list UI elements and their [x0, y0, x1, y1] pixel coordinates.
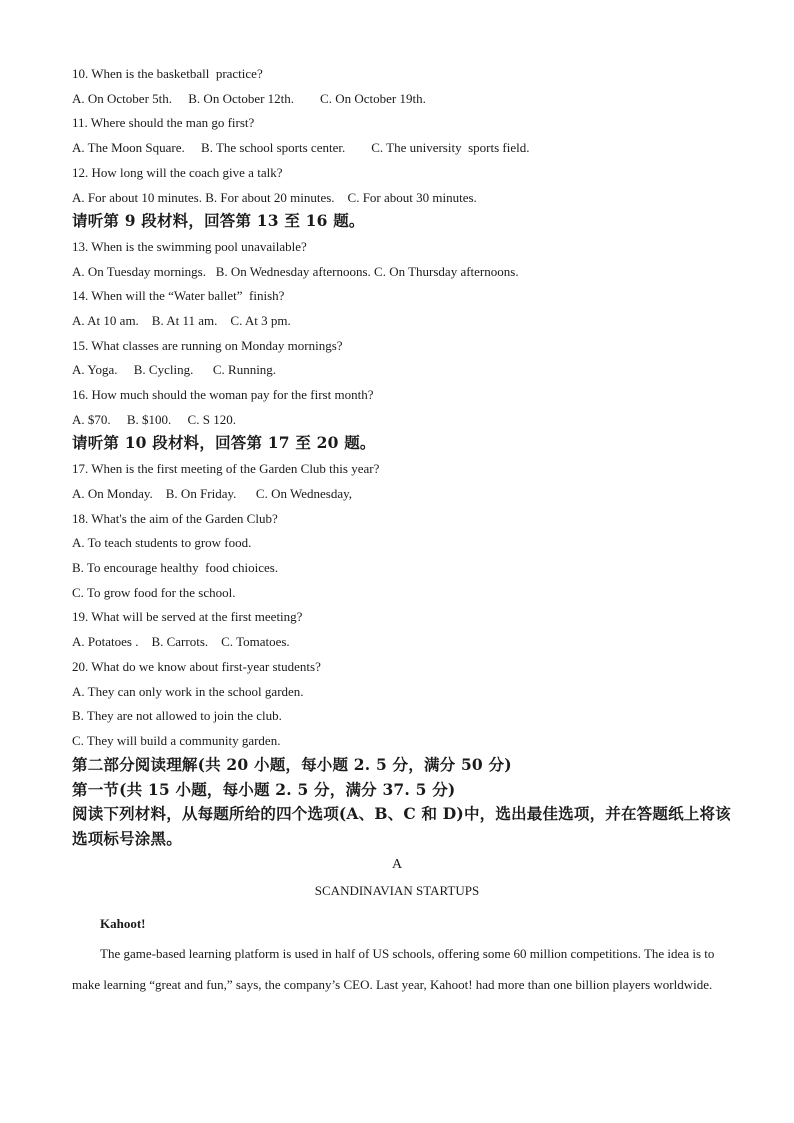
question-14: 14. When will the “Water ballet” finish? — [72, 288, 285, 303]
passage-letter: A — [391, 857, 403, 872]
instruction-line-2: 选项标号涂黑。 — [72, 829, 182, 848]
question-11: 11. Where should the man go first? — [72, 115, 255, 130]
part-2-header: 第二部分阅读理解(共 20 小题，每小题 2. 5 分，满分 50 分) — [72, 755, 512, 774]
section-10-header: 请听第 10 段材料，回答第 17 至 20 题。 — [72, 433, 376, 452]
subheading: Kahoot! — [100, 916, 146, 931]
question-13: 13. When is the swimming pool unavailable? — [72, 239, 307, 254]
passage-paragraph-text: The game-based learning platform is used in half of US schools, offering some 60 million competitions. The idea is to make learning “great and fun,” says, the company’s CEO. Last year, Kahoot! had more than one billion players worldwide. — [72, 946, 715, 992]
question-20: 20. What do we know about first-year students? — [72, 659, 321, 674]
section-1-header: 第一节(共 15 小题，每小题 2. 5 分，满分 37. 5 分) — [72, 780, 456, 799]
question-13-options: A. On Tuesday mornings. B. On Wednesday afternoons. C. On Thursday afternoons. — [72, 264, 519, 279]
question-18-option-b: B. To encourage healthy food chioices. — [72, 560, 279, 575]
question-19-options: A. Potatoes . B. Carrots. C. Tomatoes. — [72, 634, 290, 649]
question-17: 17. When is the first meeting of the Garden Club this year? — [72, 461, 380, 476]
question-20-option-c: C. They will build a community garden. — [72, 733, 281, 748]
passage-paragraph — [72, 938, 722, 1000]
question-10-options: A. On October 5th. B. On October 12th. C. On October 19th. — [72, 91, 426, 106]
question-11-options: A. The Moon Square. B. The school sports center. C. The university sports field. — [72, 140, 530, 155]
question-12-options: A. For about 10 minutes. B. For about 20 minutes. C. For about 30 minutes. — [72, 190, 477, 205]
passage-title: SCANDINAVIAN STARTUPS — [314, 883, 480, 898]
instruction-line-1: 阅读下列材料，从每题所给的四个选项(A、B、C 和 D)中，选出最佳选项，并在答题纸上将该 — [72, 804, 731, 823]
question-12: 12. How long will the coach give a talk? — [72, 165, 283, 180]
question-18: 18. What's the aim of the Garden Club? — [72, 511, 278, 526]
question-10: 10. When is the basketball practice? — [72, 66, 263, 81]
question-18-option-a: A. To teach students to grow food. — [72, 535, 252, 550]
question-17-options: A. On Monday. B. On Friday. C. On Wednesday, — [72, 486, 352, 501]
question-20-option-b: B. They are not allowed to join the club. — [72, 708, 282, 723]
section-9-header: 请听第 9 段材料，回答第 13 至 16 题。 — [72, 211, 365, 230]
question-15: 15. What classes are running on Monday mornings? — [72, 338, 343, 353]
question-19: 19. What will be served at the first meeting? — [72, 609, 303, 624]
question-20-option-a: A. They can only work in the school garden. — [72, 684, 304, 699]
question-14-options: A. At 10 am. B. At 11 am. C. At 3 pm. — [72, 313, 291, 328]
question-16-options: A. $70. B. $100. C. S 120. — [72, 412, 236, 427]
question-15-options: A. Yoga. B. Cycling. C. Running. — [72, 362, 277, 377]
question-18-option-c: C. To grow food for the school. — [72, 585, 236, 600]
question-16: 16. How much should the woman pay for the first month? — [72, 387, 374, 402]
